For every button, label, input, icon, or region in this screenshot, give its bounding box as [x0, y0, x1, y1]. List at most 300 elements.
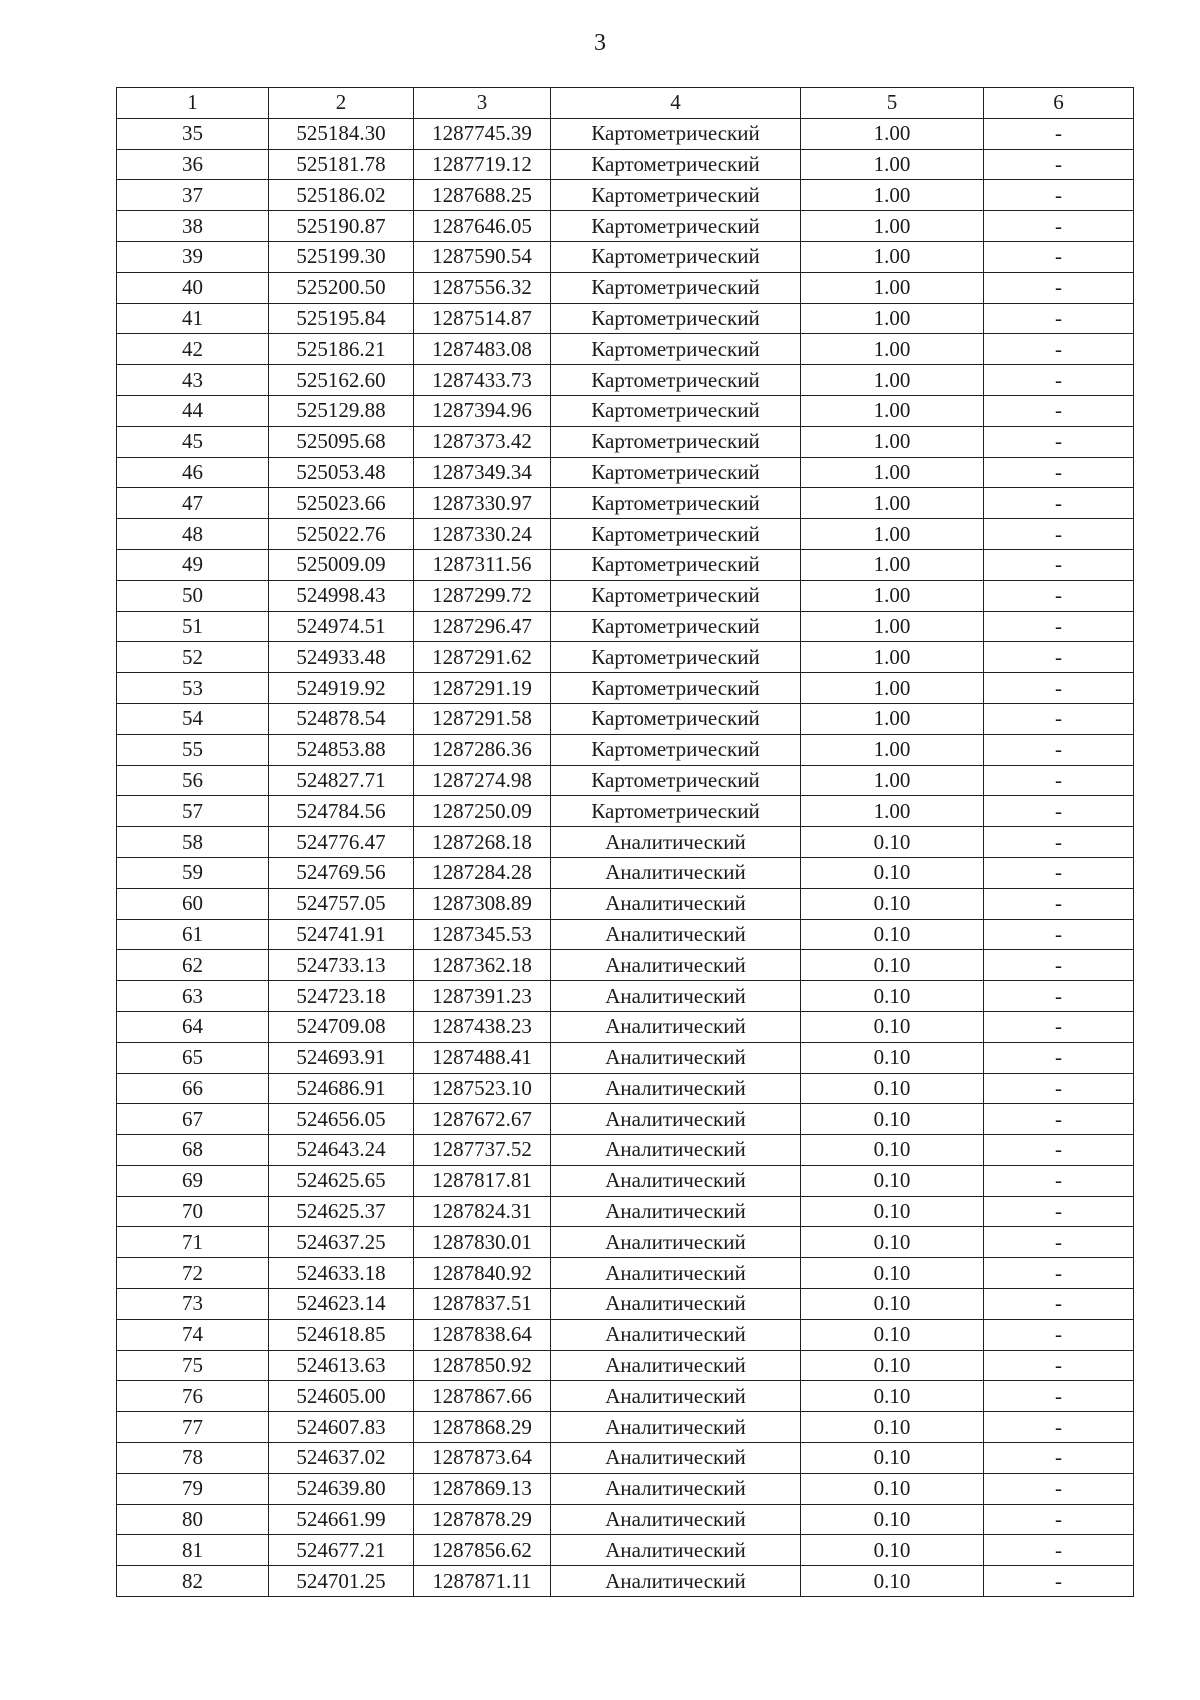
y-coordinate-cell: 1287488.41	[414, 1042, 551, 1073]
accuracy-cell: 1.00	[801, 673, 984, 704]
x-coordinate-cell: 524618.85	[269, 1319, 414, 1350]
column-header-4: 4	[551, 88, 801, 119]
table-row	[117, 673, 1134, 704]
point-number-cell: 78	[117, 1443, 269, 1474]
point-number-cell: 38	[117, 211, 269, 242]
table-row	[117, 272, 1134, 303]
accuracy-cell: 0.10	[801, 1473, 984, 1504]
x-coordinate-cell: 524693.91	[269, 1042, 414, 1073]
x-coordinate-cell: 525009.09	[269, 549, 414, 580]
method-cell: Картометрический	[551, 519, 801, 550]
note-cell: -	[984, 1350, 1134, 1381]
method-cell: Картометрический	[551, 303, 801, 334]
method-cell: Картометрический	[551, 211, 801, 242]
x-coordinate-cell: 525186.02	[269, 180, 414, 211]
accuracy-cell: 1.00	[801, 457, 984, 488]
note-cell: -	[984, 580, 1134, 611]
note-cell: -	[984, 1011, 1134, 1042]
x-coordinate-cell: 525023.66	[269, 488, 414, 519]
x-coordinate-cell: 524723.18	[269, 981, 414, 1012]
y-coordinate-cell: 1287856.62	[414, 1535, 551, 1566]
accuracy-cell: 1.00	[801, 549, 984, 580]
accuracy-cell: 0.10	[801, 1412, 984, 1443]
point-number-cell: 63	[117, 981, 269, 1012]
table-row	[117, 796, 1134, 827]
x-coordinate-cell: 524633.18	[269, 1258, 414, 1289]
method-cell: Аналитический	[551, 1319, 801, 1350]
point-number-cell: 50	[117, 580, 269, 611]
y-coordinate-cell: 1287394.96	[414, 395, 551, 426]
note-cell: -	[984, 519, 1134, 550]
point-number-cell: 70	[117, 1196, 269, 1227]
method-cell: Аналитический	[551, 1258, 801, 1289]
point-number-cell: 64	[117, 1011, 269, 1042]
table-row	[117, 457, 1134, 488]
accuracy-cell: 1.00	[801, 796, 984, 827]
x-coordinate-cell: 525181.78	[269, 149, 414, 180]
method-cell: Аналитический	[551, 1227, 801, 1258]
note-cell: -	[984, 1504, 1134, 1535]
method-cell: Картометрический	[551, 118, 801, 149]
point-number-cell: 81	[117, 1535, 269, 1566]
method-cell: Картометрический	[551, 580, 801, 611]
point-number-cell: 79	[117, 1473, 269, 1504]
y-coordinate-cell: 1287840.92	[414, 1258, 551, 1289]
page-number: 3	[594, 30, 606, 56]
note-cell: -	[984, 334, 1134, 365]
y-coordinate-cell: 1287868.29	[414, 1412, 551, 1443]
y-coordinate-cell: 1287284.28	[414, 857, 551, 888]
accuracy-cell: 0.10	[801, 1504, 984, 1535]
accuracy-cell: 1.00	[801, 365, 984, 396]
y-coordinate-cell: 1287719.12	[414, 149, 551, 180]
y-coordinate-cell: 1287345.53	[414, 919, 551, 950]
point-number-cell: 39	[117, 241, 269, 272]
note-cell: -	[984, 796, 1134, 827]
accuracy-cell: 0.10	[801, 981, 984, 1012]
method-cell: Картометрический	[551, 457, 801, 488]
accuracy-cell: 1.00	[801, 734, 984, 765]
table-row	[117, 118, 1134, 149]
note-cell: -	[984, 1319, 1134, 1350]
note-cell: -	[984, 457, 1134, 488]
method-cell: Аналитический	[551, 950, 801, 981]
accuracy-cell: 1.00	[801, 303, 984, 334]
method-cell: Картометрический	[551, 272, 801, 303]
table-row	[117, 703, 1134, 734]
accuracy-cell: 0.10	[801, 1011, 984, 1042]
method-cell: Аналитический	[551, 857, 801, 888]
note-cell: -	[984, 272, 1134, 303]
accuracy-cell: 0.10	[801, 827, 984, 858]
method-cell: Аналитический	[551, 919, 801, 950]
table-row	[117, 1535, 1134, 1566]
method-cell: Картометрический	[551, 334, 801, 365]
point-number-cell: 74	[117, 1319, 269, 1350]
table-row	[117, 611, 1134, 642]
note-cell: -	[984, 1135, 1134, 1166]
table-row	[117, 1412, 1134, 1443]
y-coordinate-cell: 1287867.66	[414, 1381, 551, 1412]
note-cell: -	[984, 426, 1134, 457]
method-cell: Аналитический	[551, 1443, 801, 1474]
x-coordinate-cell: 524643.24	[269, 1135, 414, 1166]
y-coordinate-cell: 1287330.97	[414, 488, 551, 519]
note-cell: -	[984, 981, 1134, 1012]
note-cell: -	[984, 765, 1134, 796]
table-body	[117, 118, 1134, 1596]
point-number-cell: 47	[117, 488, 269, 519]
point-number-cell: 41	[117, 303, 269, 334]
table-row	[117, 334, 1134, 365]
method-cell: Аналитический	[551, 1135, 801, 1166]
point-number-cell: 36	[117, 149, 269, 180]
accuracy-cell: 1.00	[801, 149, 984, 180]
accuracy-cell: 0.10	[801, 888, 984, 919]
accuracy-cell: 1.00	[801, 211, 984, 242]
accuracy-cell: 0.10	[801, 1042, 984, 1073]
x-coordinate-cell: 524769.56	[269, 857, 414, 888]
y-coordinate-cell: 1287291.62	[414, 642, 551, 673]
point-number-cell: 77	[117, 1412, 269, 1443]
y-coordinate-cell: 1287311.56	[414, 549, 551, 580]
note-cell: -	[984, 673, 1134, 704]
point-number-cell: 82	[117, 1566, 269, 1597]
note-cell: -	[984, 1165, 1134, 1196]
point-number-cell: 51	[117, 611, 269, 642]
x-coordinate-cell: 524656.05	[269, 1104, 414, 1135]
method-cell: Картометрический	[551, 488, 801, 519]
y-coordinate-cell: 1287268.18	[414, 827, 551, 858]
accuracy-cell: 0.10	[801, 1165, 984, 1196]
table-row	[117, 1258, 1134, 1289]
note-cell: -	[984, 488, 1134, 519]
table-row	[117, 1104, 1134, 1135]
y-coordinate-cell: 1287523.10	[414, 1073, 551, 1104]
method-cell: Картометрический	[551, 673, 801, 704]
y-coordinate-cell: 1287850.92	[414, 1350, 551, 1381]
table-row	[117, 1319, 1134, 1350]
x-coordinate-cell: 524623.14	[269, 1289, 414, 1320]
accuracy-cell: 0.10	[801, 1196, 984, 1227]
accuracy-cell: 0.10	[801, 1319, 984, 1350]
note-cell: -	[984, 1258, 1134, 1289]
x-coordinate-cell: 524637.25	[269, 1227, 414, 1258]
x-coordinate-cell: 524605.00	[269, 1381, 414, 1412]
method-cell: Аналитический	[551, 1289, 801, 1320]
table-row	[117, 1011, 1134, 1042]
table-row	[117, 365, 1134, 396]
accuracy-cell: 1.00	[801, 611, 984, 642]
table-row	[117, 1566, 1134, 1597]
note-cell: -	[984, 1412, 1134, 1443]
method-cell: Аналитический	[551, 1535, 801, 1566]
y-coordinate-cell: 1287878.29	[414, 1504, 551, 1535]
point-number-cell: 44	[117, 395, 269, 426]
y-coordinate-cell: 1287391.23	[414, 981, 551, 1012]
y-coordinate-cell: 1287291.58	[414, 703, 551, 734]
x-coordinate-cell: 524757.05	[269, 888, 414, 919]
column-header-2: 2	[269, 88, 414, 119]
method-cell: Картометрический	[551, 549, 801, 580]
x-coordinate-cell: 524677.21	[269, 1535, 414, 1566]
table-row	[117, 827, 1134, 858]
table-row	[117, 149, 1134, 180]
accuracy-cell: 0.10	[801, 1566, 984, 1597]
note-cell: -	[984, 1381, 1134, 1412]
point-number-cell: 42	[117, 334, 269, 365]
note-cell: -	[984, 365, 1134, 396]
method-cell: Картометрический	[551, 611, 801, 642]
x-coordinate-cell: 524625.37	[269, 1196, 414, 1227]
note-cell: -	[984, 549, 1134, 580]
x-coordinate-cell: 524998.43	[269, 580, 414, 611]
column-header-6: 6	[984, 88, 1134, 119]
point-number-cell: 54	[117, 703, 269, 734]
table-row	[117, 549, 1134, 580]
note-cell: -	[984, 1443, 1134, 1474]
point-number-cell: 40	[117, 272, 269, 303]
y-coordinate-cell: 1287286.36	[414, 734, 551, 765]
point-number-cell: 75	[117, 1350, 269, 1381]
y-coordinate-cell: 1287688.25	[414, 180, 551, 211]
y-coordinate-cell: 1287737.52	[414, 1135, 551, 1166]
y-coordinate-cell: 1287590.54	[414, 241, 551, 272]
method-cell: Картометрический	[551, 796, 801, 827]
x-coordinate-cell: 524607.83	[269, 1412, 414, 1443]
note-cell: -	[984, 1196, 1134, 1227]
method-cell: Аналитический	[551, 1165, 801, 1196]
accuracy-cell: 1.00	[801, 118, 984, 149]
point-number-cell: 59	[117, 857, 269, 888]
method-cell: Аналитический	[551, 1196, 801, 1227]
method-cell: Картометрический	[551, 395, 801, 426]
method-cell: Картометрический	[551, 426, 801, 457]
y-coordinate-cell: 1287838.64	[414, 1319, 551, 1350]
method-cell: Картометрический	[551, 180, 801, 211]
point-number-cell: 45	[117, 426, 269, 457]
note-cell: -	[984, 734, 1134, 765]
note-cell: -	[984, 1104, 1134, 1135]
point-number-cell: 80	[117, 1504, 269, 1535]
note-cell: -	[984, 1289, 1134, 1320]
column-header-5: 5	[801, 88, 984, 119]
accuracy-cell: 0.10	[801, 1289, 984, 1320]
y-coordinate-cell: 1287837.51	[414, 1289, 551, 1320]
point-number-cell: 49	[117, 549, 269, 580]
table-row	[117, 857, 1134, 888]
y-coordinate-cell: 1287873.64	[414, 1443, 551, 1474]
accuracy-cell: 0.10	[801, 919, 984, 950]
accuracy-cell: 1.00	[801, 395, 984, 426]
note-cell: -	[984, 395, 1134, 426]
point-number-cell: 62	[117, 950, 269, 981]
note-cell: -	[984, 1073, 1134, 1104]
x-coordinate-cell: 525184.30	[269, 118, 414, 149]
method-cell: Аналитический	[551, 1042, 801, 1073]
table-row	[117, 888, 1134, 919]
x-coordinate-cell: 525053.48	[269, 457, 414, 488]
accuracy-cell: 1.00	[801, 488, 984, 519]
point-number-cell: 57	[117, 796, 269, 827]
x-coordinate-cell: 524637.02	[269, 1443, 414, 1474]
y-coordinate-cell: 1287483.08	[414, 334, 551, 365]
x-coordinate-cell: 525199.30	[269, 241, 414, 272]
y-coordinate-cell: 1287362.18	[414, 950, 551, 981]
y-coordinate-cell: 1287330.24	[414, 519, 551, 550]
point-number-cell: 73	[117, 1289, 269, 1320]
x-coordinate-cell: 524878.54	[269, 703, 414, 734]
point-number-cell: 66	[117, 1073, 269, 1104]
x-coordinate-cell: 524701.25	[269, 1566, 414, 1597]
y-coordinate-cell: 1287745.39	[414, 118, 551, 149]
table-row	[117, 1473, 1134, 1504]
table-row	[117, 919, 1134, 950]
x-coordinate-cell: 525095.68	[269, 426, 414, 457]
y-coordinate-cell: 1287556.32	[414, 272, 551, 303]
accuracy-cell: 1.00	[801, 519, 984, 550]
method-cell: Аналитический	[551, 1381, 801, 1412]
method-cell: Аналитический	[551, 1104, 801, 1135]
table-row	[117, 241, 1134, 272]
point-number-cell: 65	[117, 1042, 269, 1073]
point-number-cell: 76	[117, 1381, 269, 1412]
x-coordinate-cell: 525022.76	[269, 519, 414, 550]
y-coordinate-cell: 1287308.89	[414, 888, 551, 919]
y-coordinate-cell: 1287291.19	[414, 673, 551, 704]
y-coordinate-cell: 1287373.42	[414, 426, 551, 457]
x-coordinate-cell: 524776.47	[269, 827, 414, 858]
table-row	[117, 1504, 1134, 1535]
note-cell: -	[984, 857, 1134, 888]
method-cell: Аналитический	[551, 888, 801, 919]
table-row	[117, 642, 1134, 673]
x-coordinate-cell: 524661.99	[269, 1504, 414, 1535]
accuracy-cell: 1.00	[801, 580, 984, 611]
method-cell: Картометрический	[551, 241, 801, 272]
table-row	[117, 519, 1134, 550]
point-number-cell: 43	[117, 365, 269, 396]
table-row	[117, 981, 1134, 1012]
accuracy-cell: 0.10	[801, 1227, 984, 1258]
y-coordinate-cell: 1287672.67	[414, 1104, 551, 1135]
x-coordinate-cell: 524639.80	[269, 1473, 414, 1504]
table-row	[117, 426, 1134, 457]
point-number-cell: 67	[117, 1104, 269, 1135]
note-cell: -	[984, 211, 1134, 242]
table-row	[117, 1165, 1134, 1196]
note-cell: -	[984, 1227, 1134, 1258]
x-coordinate-cell: 524741.91	[269, 919, 414, 950]
point-number-cell: 69	[117, 1165, 269, 1196]
method-cell: Картометрический	[551, 149, 801, 180]
method-cell: Аналитический	[551, 981, 801, 1012]
accuracy-cell: 1.00	[801, 241, 984, 272]
accuracy-cell: 0.10	[801, 1381, 984, 1412]
x-coordinate-cell: 524827.71	[269, 765, 414, 796]
method-cell: Аналитический	[551, 1412, 801, 1443]
coordinates-table	[116, 87, 1134, 1597]
accuracy-cell: 1.00	[801, 272, 984, 303]
point-number-cell: 53	[117, 673, 269, 704]
accuracy-cell: 1.00	[801, 426, 984, 457]
y-coordinate-cell: 1287830.01	[414, 1227, 551, 1258]
column-header-3: 3	[414, 88, 551, 119]
table-row	[117, 950, 1134, 981]
x-coordinate-cell: 524625.65	[269, 1165, 414, 1196]
table-row	[117, 1289, 1134, 1320]
column-header-1: 1	[117, 88, 269, 119]
note-cell: -	[984, 1042, 1134, 1073]
note-cell: -	[984, 827, 1134, 858]
method-cell: Аналитический	[551, 827, 801, 858]
table-row	[117, 1196, 1134, 1227]
x-coordinate-cell: 524613.63	[269, 1350, 414, 1381]
y-coordinate-cell: 1287646.05	[414, 211, 551, 242]
note-cell: -	[984, 919, 1134, 950]
point-number-cell: 71	[117, 1227, 269, 1258]
accuracy-cell: 0.10	[801, 857, 984, 888]
y-coordinate-cell: 1287299.72	[414, 580, 551, 611]
y-coordinate-cell: 1287438.23	[414, 1011, 551, 1042]
note-cell: -	[984, 180, 1134, 211]
method-cell: Аналитический	[551, 1073, 801, 1104]
header-row	[117, 88, 1134, 119]
method-cell: Аналитический	[551, 1350, 801, 1381]
y-coordinate-cell: 1287433.73	[414, 365, 551, 396]
x-coordinate-cell: 524853.88	[269, 734, 414, 765]
point-number-cell: 48	[117, 519, 269, 550]
y-coordinate-cell: 1287250.09	[414, 796, 551, 827]
x-coordinate-cell: 525190.87	[269, 211, 414, 242]
table-row	[117, 765, 1134, 796]
table-row	[117, 1042, 1134, 1073]
note-cell: -	[984, 118, 1134, 149]
method-cell: Аналитический	[551, 1504, 801, 1535]
accuracy-cell: 0.10	[801, 1135, 984, 1166]
y-coordinate-cell: 1287274.98	[414, 765, 551, 796]
x-coordinate-cell: 524686.91	[269, 1073, 414, 1104]
y-coordinate-cell: 1287514.87	[414, 303, 551, 334]
table-row	[117, 1443, 1134, 1474]
note-cell: -	[984, 611, 1134, 642]
y-coordinate-cell: 1287296.47	[414, 611, 551, 642]
x-coordinate-cell: 524919.92	[269, 673, 414, 704]
accuracy-cell: 1.00	[801, 180, 984, 211]
accuracy-cell: 1.00	[801, 334, 984, 365]
table-header	[117, 88, 1134, 119]
method-cell: Аналитический	[551, 1566, 801, 1597]
accuracy-cell: 0.10	[801, 1104, 984, 1135]
table-row	[117, 395, 1134, 426]
table-row	[117, 180, 1134, 211]
note-cell: -	[984, 950, 1134, 981]
x-coordinate-cell: 525162.60	[269, 365, 414, 396]
point-number-cell: 61	[117, 919, 269, 950]
table-row	[117, 1227, 1134, 1258]
table-row	[117, 1073, 1134, 1104]
x-coordinate-cell: 524733.13	[269, 950, 414, 981]
x-coordinate-cell: 524709.08	[269, 1011, 414, 1042]
note-cell: -	[984, 1473, 1134, 1504]
table-row	[117, 1135, 1134, 1166]
x-coordinate-cell: 525195.84	[269, 303, 414, 334]
accuracy-cell: 0.10	[801, 1073, 984, 1104]
note-cell: -	[984, 703, 1134, 734]
point-number-cell: 68	[117, 1135, 269, 1166]
method-cell: Картометрический	[551, 734, 801, 765]
note-cell: -	[984, 241, 1134, 272]
